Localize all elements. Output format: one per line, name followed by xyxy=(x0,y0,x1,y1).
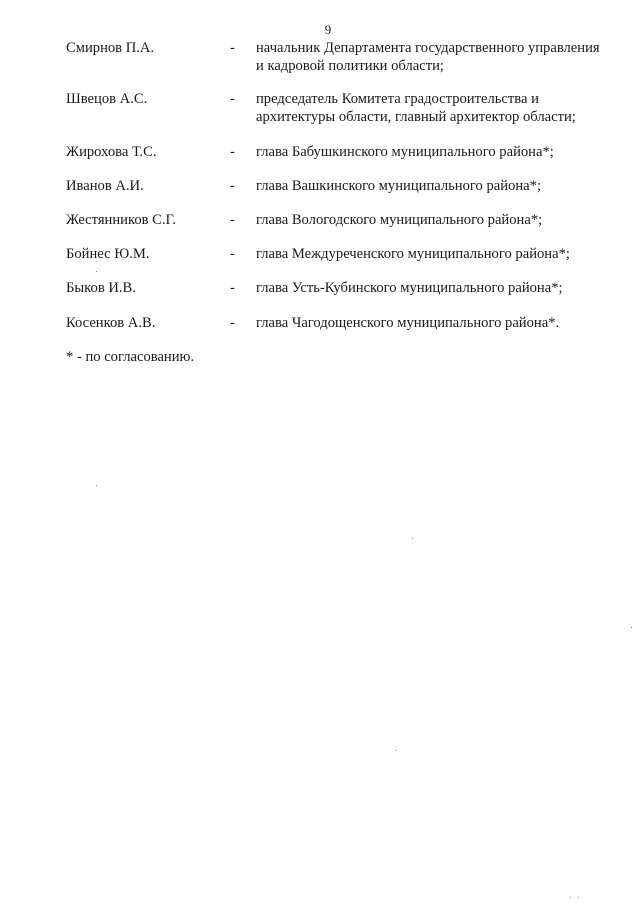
member-role: глава Вашкинского муниципального района*; xyxy=(256,178,541,194)
member-role: начальник Департамента государственного управления и кадровой политики области; xyxy=(256,40,600,74)
member-role: глава Вологодского муниципального района*; xyxy=(256,212,543,228)
member-name: Жирохова Т.С. xyxy=(66,144,157,160)
member-name: Иванов А.И. xyxy=(66,178,144,194)
scan-speck xyxy=(96,485,97,486)
scan-speck xyxy=(395,750,396,751)
member-role: председатель Комитета градостроительства и архитектуры области, главный архитектор области; xyxy=(256,91,576,125)
separator-dash: - xyxy=(230,91,235,107)
separator-dash: - xyxy=(230,280,235,296)
scan-speck xyxy=(96,271,97,272)
member-name: Бойнес Ю.М. xyxy=(66,246,150,262)
separator-dash: - xyxy=(230,315,235,331)
separator-dash: - xyxy=(230,144,235,160)
scan-speck xyxy=(578,897,579,898)
footnote: * - по согласованию. xyxy=(66,349,195,365)
member-role: глава Усть-Кубинского муниципального района*; xyxy=(256,280,563,296)
separator-dash: - xyxy=(230,40,235,56)
member-name: Жестянников С.Г. xyxy=(66,212,176,228)
scan-speck xyxy=(570,897,571,898)
scan-speck xyxy=(631,627,632,628)
member-name: Смирнов П.А. xyxy=(66,40,155,56)
page-number: 9 xyxy=(324,22,332,37)
separator-dash: - xyxy=(230,178,235,194)
separator-dash: - xyxy=(230,212,235,228)
member-name: Быков И.В. xyxy=(66,280,136,296)
separator-dash: - xyxy=(230,246,235,262)
member-role: глава Междуреченского муниципального района*; xyxy=(256,246,570,262)
member-role: глава Чагодощенского муниципального района*. xyxy=(256,315,560,331)
scan-speck xyxy=(412,538,413,539)
member-name: Швецов А.С. xyxy=(66,91,148,107)
member-name: Косенков А.В. xyxy=(66,315,156,331)
member-role: глава Бабушкинского муниципального района*; xyxy=(256,144,554,160)
